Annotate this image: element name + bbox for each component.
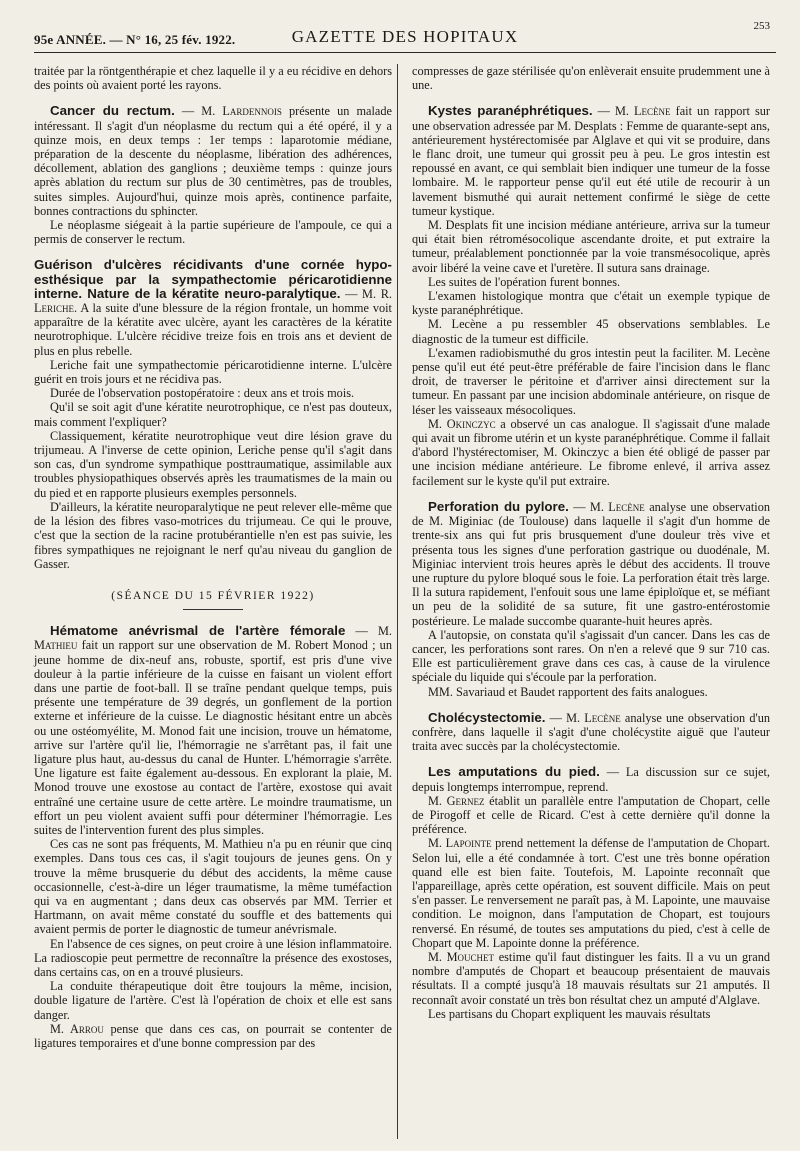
author-name: M. Mathieu	[34, 624, 392, 653]
author-name: M. Lardennois	[201, 104, 282, 119]
paragraph: M. Lecène a pu ressembler 45 observations semblables. Le diagnostic de la tumeur est difficile.	[412, 317, 770, 346]
paragraph: prend nettement la défense de l'amputation de Chopart. Selon lui, elle a été condamnée à tort. C'est une très bonne opération quand elle est bien faite. Toutefois, M. Lapointe reconnaît que l'appareillage, après cette opération, est souvent difficile. Mais on peut s'en passer. Le renversement ne paraît pas, à M. Lapointe, une mauvaise condition. Le moignon, dans l'amputation de Chopart, est toujours renversé. En résumé, de toutes ses amputations du pied, c'est à celle de Chopart que M. Lapointe donne la préférence.	[412, 836, 770, 950]
journal-title: GAZETTE DES HOPITAUX	[291, 27, 519, 46]
section-title: Les amputations du pied.	[428, 764, 600, 780]
section-keratite: Guérison d'ulcères récidivants d'une cornée hypo-esthésique par la sympathectomie péricarotidienne interne. Nature de la kératite neuro-paralytique. — M. R. Leriche. A la suite d'une blessure de la région frontale, un homme voit apparaître de la kératite avec ulcère, ayant les caractères de la kératite neurotrophique. L'ulcère récidive treize fois en trois ans et devient de plus en plus rebelle. Leriche fait une sympathectomie péricarotidienne interne. L'ulcère guérit en trois jours et ne récidiva pas. Durée de l'observation postopératoire : deux ans et trois mois. Qu'il se soit agit d'une kératite neurotrophique, ce n'est pas douteux, mais comment l'expliquer? Classiquement, kératite neurotrophique veut dire lésion grave du trijumeau. A l'inverse de cette opinion, Leriche pense qu'il s'agit dans son cas, d'un syndrome sympathique posttraumatique, assimilable aux troubles physiopathiques observés après les traumatismes de la main ou du pied et en rapporte plusieurs exemples personnels. D'ailleurs, la kératite neuroparalytique ne peut relever elle-même que de la lésion des fibres vaso-motrices du trijumeau. Ce qui le prouve, c'est que la section de la racine protubérantielle n'en est pas suivie, les fibres sympathiques ne rejoignant le nerf qu'au niveau du ganglion de Gasser.	[34, 257, 392, 571]
paragraph: MM. Savariaud et Baudet rapportent des faits analogues.	[428, 684, 708, 699]
section-title: Guérison d'ulcères récidivants d'une cornée hypo-esthésique par la sympathectomie péricarotidienne interne. Nature de la kératite neuro-paralytique.	[34, 257, 392, 301]
section-title: Cancer du rectum.	[50, 103, 175, 119]
author-name: M. Lecène	[589, 499, 645, 514]
paragraph: analyse une observation de M. Miginiac (de Toulouse) dans laquelle il s'agit d'un homme de trente-six ans qui fut pris brusquement d'une douleur très vive et présenta tous les signes d'une perforation gastrique ou duodénale, M. Miginiac intervient trois heures après le début des accidents. Il trouve une rupture du pylore bloqué sous le foie. La perforation était très large. Il la sutura rapidement, l'enfouit sous une lame épiploïque et, se méfiant un peu de la solidité de sa suture, fit une gastro-entérostomie postérieure. Le malade succombe quarante-huit heures après.	[412, 499, 771, 628]
section-title: Perforation du pylore.	[428, 498, 569, 514]
page-header	[34, 18, 776, 53]
paragraph: A l'autopsie, on constata qu'il s'agissait d'un cancer. Dans les cas de cancer, les perforations sont rares. On n'en a relevé que 9 sur 710 cas. Elle est particulièrement grave dans ces cas, à cause de la virulence spéciale du liquide qui s'écoule par la perforation.	[412, 627, 770, 685]
paragraph: D'ailleurs, la kératite neuroparalytique ne peut relever elle-même que de la lésion des fibres vaso-motrices du trijumeau. Ce qui le prouve, c'est que la section de la racine protubérantielle n'en est pas suivie, les fibres sympathiques ne rejoignant le nerf qu'au niveau du ganglion de Gasser.	[34, 499, 392, 571]
author-name: M. Lecène	[566, 710, 621, 725]
paragraph: — La discussion sur ce sujet, depuis longtemps interrompue, reprend.	[412, 765, 770, 794]
paragraph: Les suites de l'opération furent bonnes.	[428, 274, 621, 289]
author-name: M. R. Leriche.	[34, 286, 392, 316]
section-title: Hématome anévrismal de l'artère fémorale	[50, 623, 346, 639]
page-number: 253	[753, 20, 770, 32]
section-perforation: Perforation du pylore. — M. Lecène analyse une observation de M. Miginiac (de Toulouse) dans laquelle il s'agit d'un homme de trente-six ans qui fut pris brusquement d'une douleur très vive et présenta tous les signes d'une perforation gastrique ou duodénale, M. Miginiac intervient trois heures après le début des accidents. Il trouve une rupture du pylore bloqué sous le foie. La perforation était très large. Il la sutura rapidement, l'enfouit sous une lame épiploïque et, se méfiant un peu de la solidité de sa suture, fit une gastro-entérostomie postérieure. Le malade succombe quarante-huit heures après. A l'autopsie, on constata qu'il s'agissait d'un cancer. Dans les cas de cancer, les perforations sont rares. On n'en a relevé que 9 sur 710 cas. Elle est particulièrement grave dans ces cas, à cause de la virulence spéciale du liquide qui s'écoule par la perforation. MM. Savariaud et Baudet rapportent des faits analogues.	[412, 498, 771, 699]
session-heading	[34, 589, 392, 610]
author-name: M. Gernez	[428, 793, 485, 808]
section-hematome: Hématome anévrismal de l'artère fémorale — M. Mathieu fait un rapport sur une observation de M. Robert Monod ; un jeune homme de dix-neuf ans, robuste, sportif, est pris d'une vive douleur à la partie inférieure de la cuisse en faisant un violent effort dans une partie de foot-ball. Il se traîne pendant quelque temps, puis présente une température de 39 degrés, un gonflement de la portion externe et inférieure de la cuisse. Le diagnostic hésitant entre un abcès ou une ostéomyélite, M. Monod fait une incision, trouve un hématome, arrive sur l'artère qu'il lie, l'hémorragie ne s'arrêtant pas, il fait une ligature plus haut, au-dessus du canal de Hunter. L'hémorragie s'arrête. Une ligature est faite également au-dessous. En explorant la plaie, M. Monod trouve une exostose au contact de l'artère, exostose qui avait entraîné une certaine usure de cette artère. Le moindre traumatisme, un effort un peu violent avaient suffi pour déterminer l'hémorragie. Les suites de l'intervention furent des plus simples. Ces cas ne sont pas fréquents, M. Mathieu n'a pu en réunir que cinq exemples. Dans tous ces cas, il s'agit toujours de jeunes gens. On y trouve la même brusquerie du début des accidents, la même cause occasionnelle, c'est-à-dire un léger traumatisme, la même tuméfaction qui va en augmentant ; dans deux cas observés par MM. Terrier et Hartmann, on avait même constaté du souffle et des battements qui avaient permis de porter le diagnostic de tumeur anévrismale. En l'absence de ces signes, on peut croire à une lésion inflammatoire. La radioscopie peut permettre de reconnaître la présence des exostoses, dans certains cas, on en a trouvé plusieurs. La conduite thérapeutique doit être toujours la même, incision, double ligature de l'artère. C'est là l'opération de choix et elle est sans danger. M. Arrou pense que dans ces cas, on pourrait se contenter de ligatures temporaires et d'une bonne compression par des	[34, 623, 392, 1050]
paragraph: L'examen radiobismuthé du gros intestin peut la faciliter. M. Lecène pense qu'il eut été peut-être préférable de faire l'incision dans le flanc droit, de traverser le péritoine et d'arriver ainsi directement sur la tumeur. En passant par une incision abdominale antérieure, on risque de léser les vaisseaux mésocoliques.	[412, 345, 770, 417]
session-rule	[183, 609, 243, 610]
paragraph: présente un malade intéressant. Il s'agit d'un néoplasme du rectum qui a été opéré, il y a quinze mois, en deux temps : 1er temps : laparotomie médiane, préparation de la descente du néoplasme, libération des adhérences, décollement, ablation des ganglions ; deuxième temps : quinze jours après ablation du rectum sur plus de 30 centimètres, pas de troubles, suites simples. Aujourd'hui, quinze mois après, continence parfaite, bonnes contractions du sphincter.	[34, 104, 392, 218]
continuation-paragraph: compresses de gaze stérilisée qu'on enlèverait ensuite prudemment une à une.	[412, 64, 770, 93]
author-name: M. Lapointe	[428, 836, 492, 851]
author-name: M. Okinczyc	[428, 416, 496, 431]
paragraph: L'examen histologique montra que c'était un exemple typique de kyste paranéphrétique.	[412, 289, 770, 318]
paragraph: pense que dans ces cas, on pourrait se contenter de ligatures temporaires et d'une bonne compression par des	[34, 1021, 392, 1050]
paragraph: A la suite d'une blessure de la région frontale, un homme voit apparaître de la kératite avec ulcère, ayant les caractères de la kératite neurotrophique. L'ulcère récidive treize fois en trois ans et devient de plus en plus rebelle.	[34, 301, 392, 358]
paragraph: Le néoplasme siégeait à la partie supérieure de l'ampoule, ce qui a permis de conserver le rectum.	[34, 218, 392, 247]
paragraph: fait un rapport sur une observation de M. Robert Monod ; un jeune homme de dix-neuf ans, robuste, sportif, est pris d'une vive douleur à la partie inférieure de la cuisse en faisant un violent effort dans une partie de foot-ball. Il se traîne pendant quelque temps, puis présente une température de 39 degrés, un gonflement de la portion externe et inférieure de la cuisse. Le diagnostic hésitant entre un abcès ou une ostéomyélite, M. Monod fait une incision, trouve un hématome, arrive sur l'artère qu'il lie, l'hémorragie ne s'arrêtant pas, il fait une ligature plus haut, au-dessus du canal de Hunter. L'hémorragie s'arrête. Une ligature est faite également au-dessous. En explorant la plaie, M. Monod trouve une exostose au contact de l'artère, exostose qui avait entraîné une certaine usure de cette artère. Le moindre traumatisme, un effort un peu violent avaient suffi pour déterminer l'hémorragie. Les suites de l'intervention furent des plus simples.	[34, 638, 392, 837]
paragraph: Durée de l'observation postopératoire : deux ans et trois mois.	[50, 386, 355, 401]
right-column	[412, 64, 770, 1021]
section-title: Kystes paranéphrétiques.	[428, 103, 593, 119]
section-title: Cholécystectomie.	[428, 709, 546, 725]
paragraph: estime qu'il faut distinguer les faits. Il a vu un grand nombre d'amputés de Chopart et beaucoup présentaient de mauvais résultats. Il a compté jusqu'à 18 mauvais résultats sur 21 amputés. Il reconnaît avoir constaté un très bon résultat chez un amputé d'Alglave.	[412, 949, 771, 1007]
column-divider	[397, 64, 398, 1139]
paragraph: analyse une observation d'un confrère, dans laquelle il s'agit d'une cholécystite aiguë que l'auteur traita avec succès par la cholécystectomie.	[412, 710, 771, 754]
section-cancer-rectum: Cancer du rectum. — M. Lardennois présente un malade intéressant. Il s'agit d'un néoplasme du rectum qui a été opéré, il y a quinze mois, en deux temps : 1er temps : laparotomie médiane, préparation de la descente du néoplasme, libération des adhérences, décollement, ablation des ganglions ; deuxième temps : quinze jours après ablation du rectum sur plus de 30 centimètres, pas de troubles, suites simples. Aujourd'hui, quinze mois après, continence parfaite, bonnes contractions du sphincter. Le néoplasme siégeait à la partie supérieure de l'ampoule, ce qui a permis de conserver le rectum.	[34, 103, 392, 247]
section-amputations	[412, 765, 770, 1021]
paragraph: établit un parallèle entre l'amputation de Chopart, celle de Pirogoff et celle de Ricard. C'est à cette dernière qu'il donne la préférence.	[412, 793, 770, 837]
left-column	[34, 64, 392, 1050]
paragraph: La conduite thérapeutique doit être toujours la même, incision, double ligature de l'artère. C'est là l'opération de choix et elle est sans danger.	[34, 979, 392, 1022]
paragraph: Les partisans du Chopart expliquent les mauvais résultats	[428, 1006, 711, 1021]
paragraph: a observé un cas analogue. Il s'agissait d'une malade qui avait un fibrome utérin et un kyste paranéphrétique. Comme il fallait d'abord l'hystérectomiser, M. Okinczyc a bien été obligé de passer par une incision médiane antérieure. Le fibrome enlevé, il arriva assez facilement sur le kyste qu'il put extraire.	[412, 416, 771, 488]
paragraph: Qu'il se soit agit d'une kératite neurotrophique, ce n'est pas douteux, mais comment l'expliquer?	[34, 400, 392, 429]
section-kystes: Kystes paranéphrétiques. — M. Lecène fait un rapport sur une observation adressée par M. Desplats : Femme de quarante-sept ans, antérieurement hystérectomisée par Alglave et qui vit se produire, dans le flanc droit, une tumeur qui grossit peu à peu. Le gros intestin est repoussé en avant, ce qui semblait bien indiquer une tumeur de la fosse lombaire. M. le rapporteur pense qu'il eut été utile de recourir à un lavement bismuthé qui aurait nettement confirmé le siège de cette tumeur kystique. M. Desplats fit une incision médiane antérieure, arriva sur la tumeur qui était bien rétromésocolique ascendante droite, et put extraire la tumeur, préalablement ponctionnée par la voie transmésocolique, après avoir libéré la veine cave et l'uretère. Il sutura sans drainage. Les suites de l'opération furent bonnes. L'examen histologique montra que c'était un exemple typique de kyste paranéphrétique. M. Lecène a pu ressembler 45 observations semblables. Le diagnostic de la tumeur est difficile. L'examen radiobismuthé du gros intestin peut la faciliter. M. Lecène pense qu'il eut été peut-être préférable de faire l'incision dans le flanc droit, de traverser le péritoine et d'arriver ainsi directement sur la tumeur. En passant par une incision abdominale antérieure, on risque de léser les vaisseaux mésocoliques. M. Okinczyc a observé un cas analogue. Il s'agissait d'une malade qui avait un fibrome utérin et un kyste paranéphrétique. Comme il fallait d'abord l'hystérectomiser, M. Okinczyc a bien été obligé de passer par une incision médiane antérieure. Le fibrome enlevé, il arriva assez facilement sur le kyste qu'il put extraire.	[412, 103, 771, 488]
issue-info: 95e ANNÉE. — N° 16, 25 fév. 1922.	[34, 32, 236, 47]
session-date: (SÉANCE DU 15 FÉVRIER 1922)	[111, 589, 315, 602]
paragraph: En l'absence de ces signes, on peut croire à une lésion inflammatoire. La radioscopie peut permettre de reconnaître la présence des exostoses, dans certains cas, on en a trouvé plusieurs.	[34, 936, 392, 979]
author-name: M. Lecène	[614, 104, 671, 119]
paragraph: Ces cas ne sont pas fréquents, M. Mathieu n'a pu en réunir que cinq exemples. Dans tous ces cas, il s'agit toujours de jeunes gens. On y trouve la même brusquerie du début des accidents, la même cause occasionnelle, c'est-à-dire un léger traumatisme, la même tuméfaction qui va en augmentant ; dans deux cas observés par MM. Terrier et Hartmann, on avait même constaté du souffle et des battements qui avaient permis de porter le diagnostic de tumeur anévrismale.	[34, 837, 392, 937]
author-name: M. Arrou	[50, 1021, 104, 1036]
paragraph: Classiquement, kératite neurotrophique veut dire lésion grave du trijumeau. A l'inverse de cette opinion, Leriche pense qu'il s'agit dans son cas, d'un syndrome sympathique posttraumatique, assimilable aux troubles physiopathiques observés après les traumatismes de la main ou du pied et en rapporte plusieurs exemples personnels.	[34, 428, 392, 500]
author-name: M. Mouchet	[428, 949, 495, 964]
paragraph: Leriche fait une sympathectomie péricarotidienne interne. L'ulcère guérit en trois jours et ne récidiva pas.	[34, 357, 392, 387]
section-cholecystectomie: Cholécystectomie. — M. Lecène analyse une observation d'un confrère, dans laquelle il s'agit d'une cholécystite aiguë que l'auteur traita avec succès par la cholécystectomie.	[412, 709, 771, 754]
paragraph: fait un rapport sur une observation adressée par M. Desplats : Femme de quarante-sept ans, antérieurement hystérectomisée par Alglave et qui vit se produire, dans le flanc droit, une tumeur qui grossit peu à peu. Le gros intestin est repoussé en avant, ce qui semblait bien indiquer une tumeur de la fosse lombaire. M. le rapporteur pense qu'il eut été utile de recourir à un lavement bismuthé qui aurait nettement confirmé le siège de cette tumeur kystique.	[412, 104, 770, 218]
paragraph: M. Desplats fit une incision médiane antérieure, arriva sur la tumeur qui était bien rétromésocolique ascendante droite, et put extraire la tumeur, préalablement ponctionnée par la voie transmésocolique, après avoir libéré la veine cave et l'uretère. Il sutura sans drainage.	[412, 218, 770, 275]
continuation-paragraph: traitée par la röntgenthérapie et chez laquelle il y a eu récidive en dehors des points où avaient porté les rayons.	[34, 64, 392, 93]
